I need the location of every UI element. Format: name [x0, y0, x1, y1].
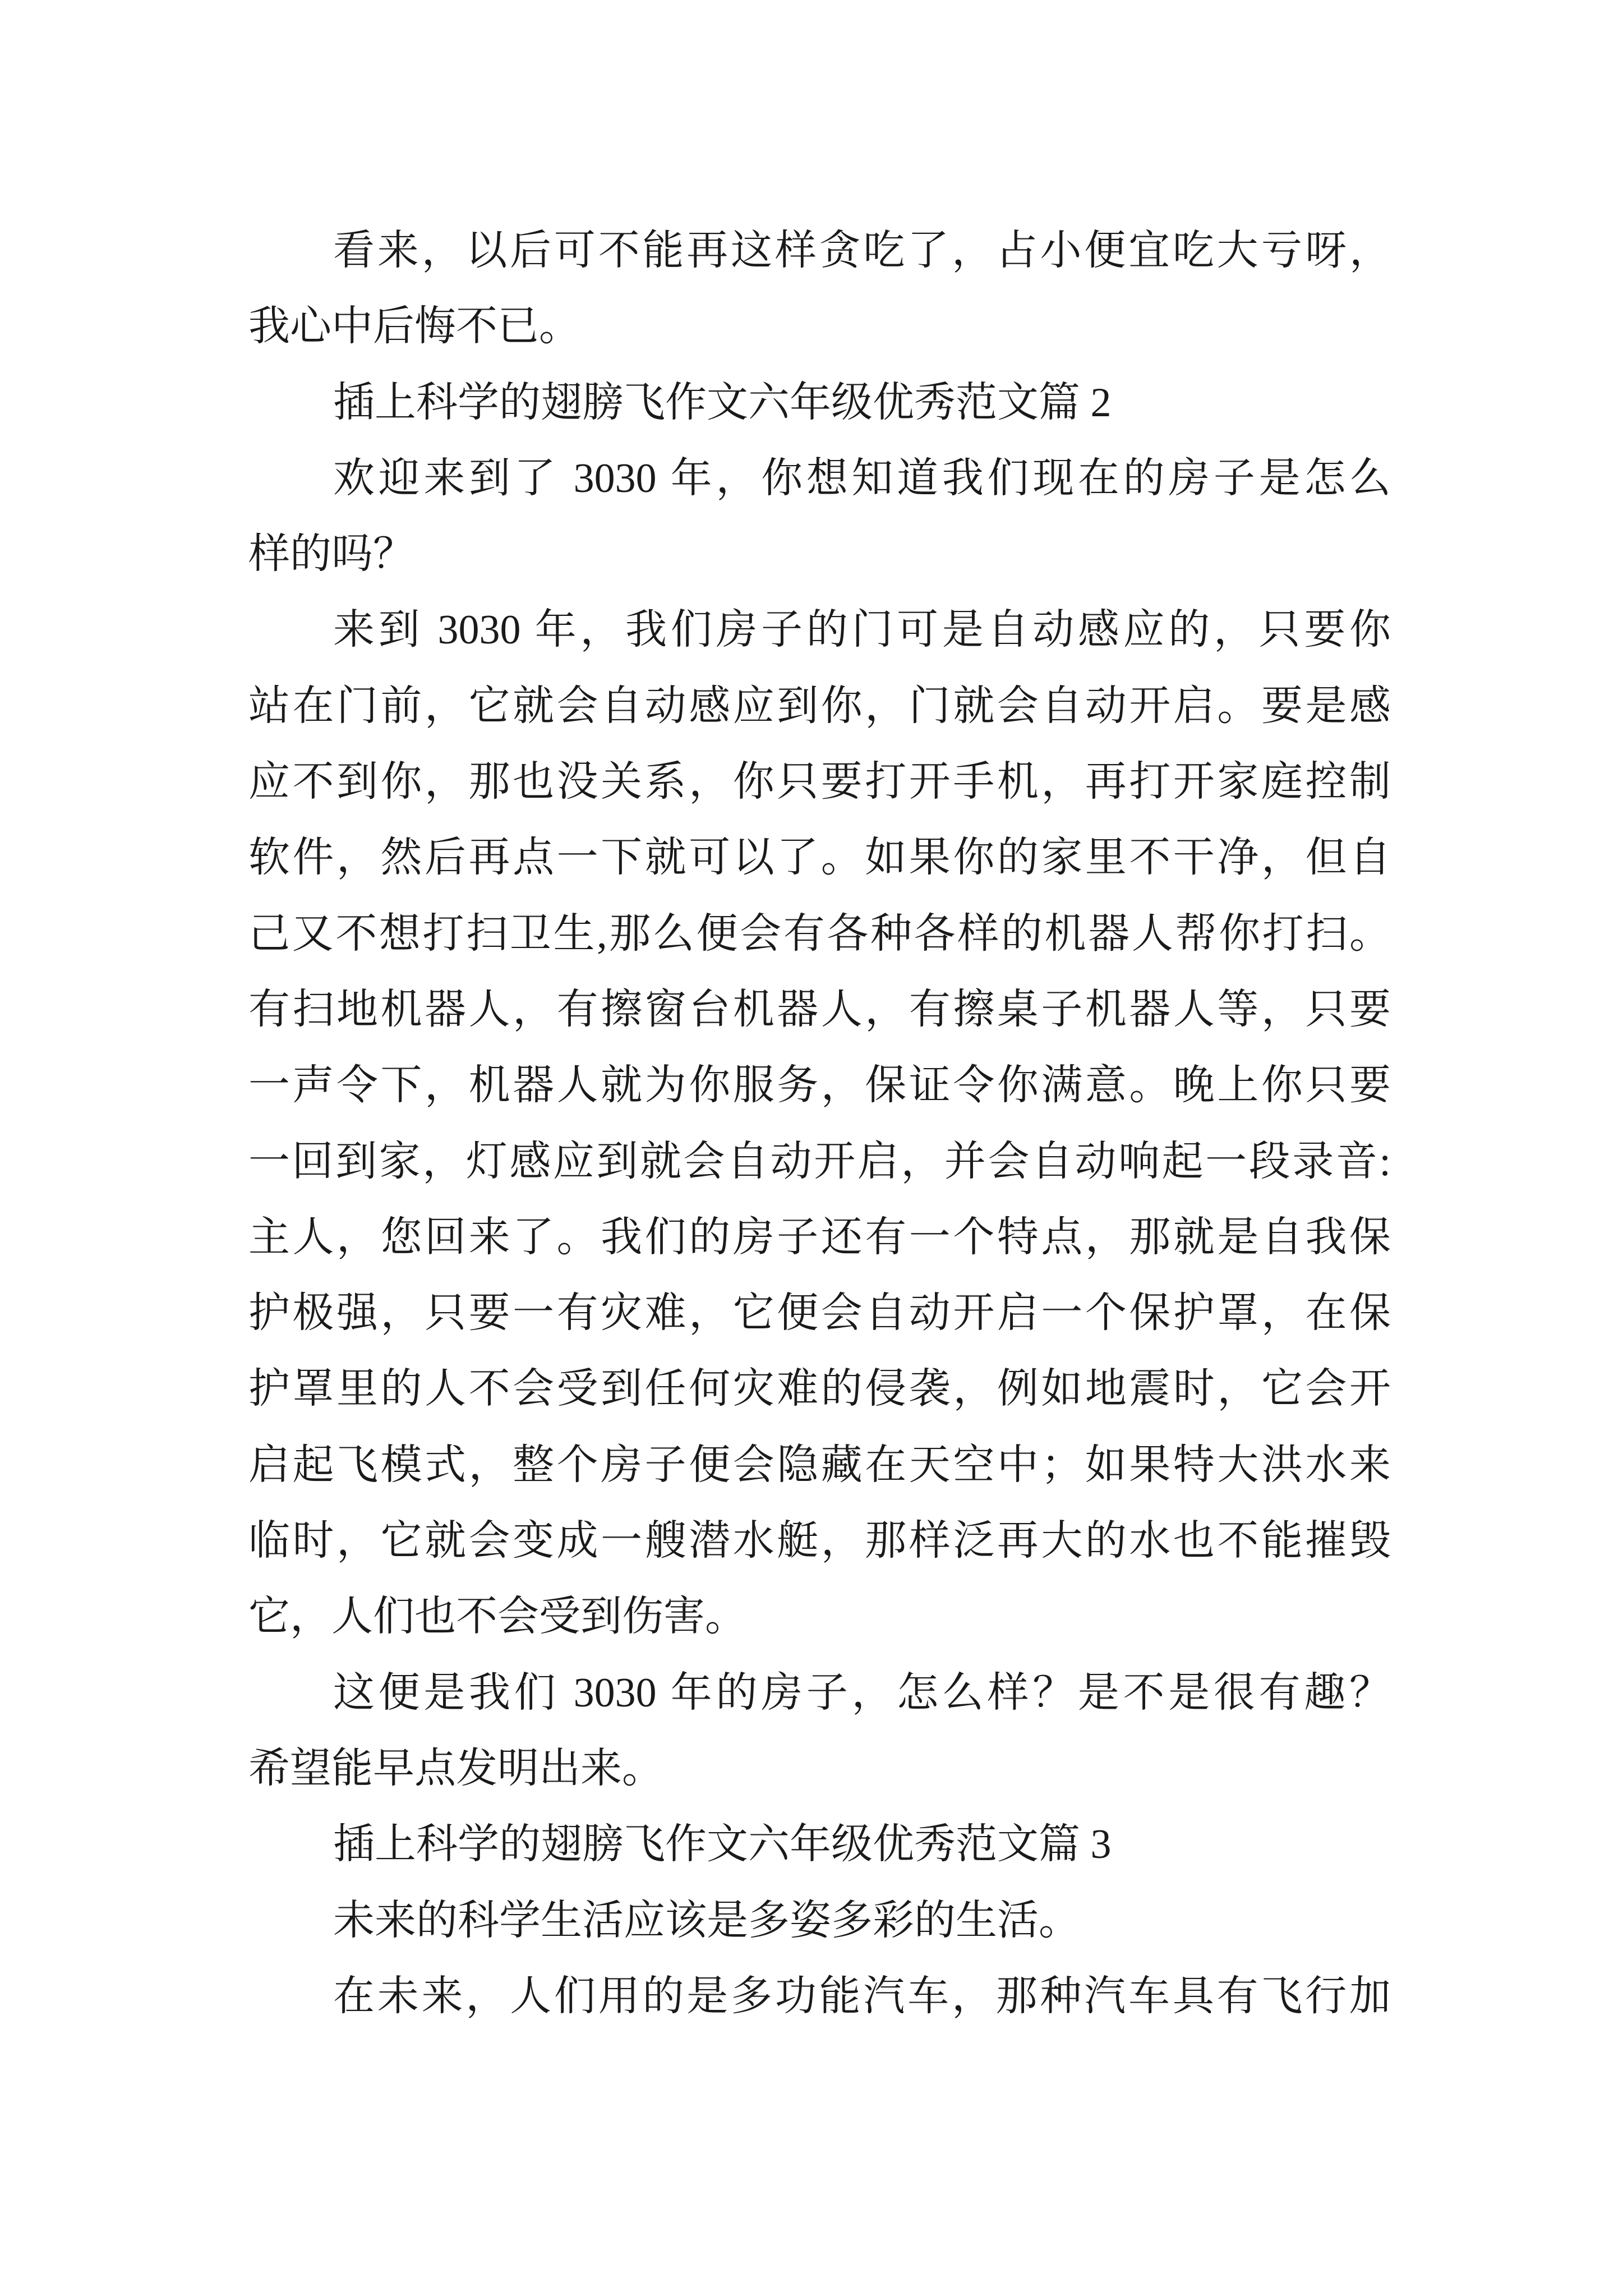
paragraph [248, 1655, 1391, 1807]
section-heading [248, 1807, 1391, 1883]
text-line: 样的吗？ [248, 531, 414, 578]
section-heading-text: 插上科学的翅膀飞作文六年级优秀范文篇 3 [333, 1821, 1112, 1868]
text-line: 应不到你，那也没关系，你只要打开手机，再打开家庭控制 [248, 759, 1391, 806]
text-line: 站在门前，它就会自动感应到你，门就会自动开启。要是感 [248, 683, 1391, 729]
text-line: 希望能早点发明出来。 [248, 1745, 663, 1792]
paragraph [248, 213, 1391, 365]
section-heading [248, 365, 1391, 441]
text-line: 主人，您回来了。我们的房子还有一个特点，那就是自我保 [248, 1214, 1391, 1260]
text-line: 临时，它就会变成一艘潜水艇，那样泛再大的水也不能摧毁 [248, 1518, 1391, 1565]
text-line: 护罩里的人不会受到任何灾难的侵袭，例如地震时，它会开 [248, 1366, 1391, 1412]
text-line: 在未来，人们用的是多功能汽车，那种汽车具有飞行加 [333, 1973, 1391, 2019]
text-line: 未来的科学生活应该是多姿多彩的生活。 [333, 1897, 1080, 1944]
paragraph [248, 1959, 1391, 2035]
text-line: 一声令下，机器人就为你服务，保证令你满意。晚上你只要 [248, 1062, 1391, 1109]
text-line: 这便是我们 3030 年的房子，怎么样？是不是很有趣？ [333, 1669, 1391, 1716]
text-line: 看来，以后可不能再这样贪吃了，占小便宜吃大亏呀， [333, 228, 1391, 274]
paragraph [248, 441, 1391, 593]
text-line: 欢迎来到了 3030 年，你想知道我们现在的房子是怎么 [333, 455, 1391, 501]
text-line: 来到 3030 年，我们房子的门可是自动感应的，只要你 [333, 607, 1391, 654]
section-heading-text: 插上科学的翅膀飞作文六年级优秀范文篇 2 [333, 379, 1112, 426]
paragraph [248, 592, 1391, 1655]
paragraph [248, 1883, 1391, 1959]
text-line: 一回到家，灯感应到就会自动开启，并会自动响起一段录音: [248, 1138, 1391, 1185]
text-line: 启起飞模式，整个房子便会隐藏在天空中；如果特大洪水来 [248, 1442, 1391, 1488]
text-line: 有扫地机器人，有擦窗台机器人，有擦桌子机器人等，只要 [248, 986, 1391, 1033]
text-line: 己又不想打扫卫生,那么便会有各种各样的机器人帮你打扫。 [248, 910, 1391, 957]
text-line: 我心中后悔不已。 [248, 303, 580, 350]
text-line: 软件，然后再点一下就可以了。如果你的家里不干净，但自 [248, 835, 1391, 881]
text-line: 它，人们也不会受到伤害。 [248, 1594, 746, 1640]
text-line: 护极强，只要一有灾难，它便会自动开启一个保护罩，在保 [248, 1290, 1391, 1337]
document-body [248, 213, 1391, 2035]
